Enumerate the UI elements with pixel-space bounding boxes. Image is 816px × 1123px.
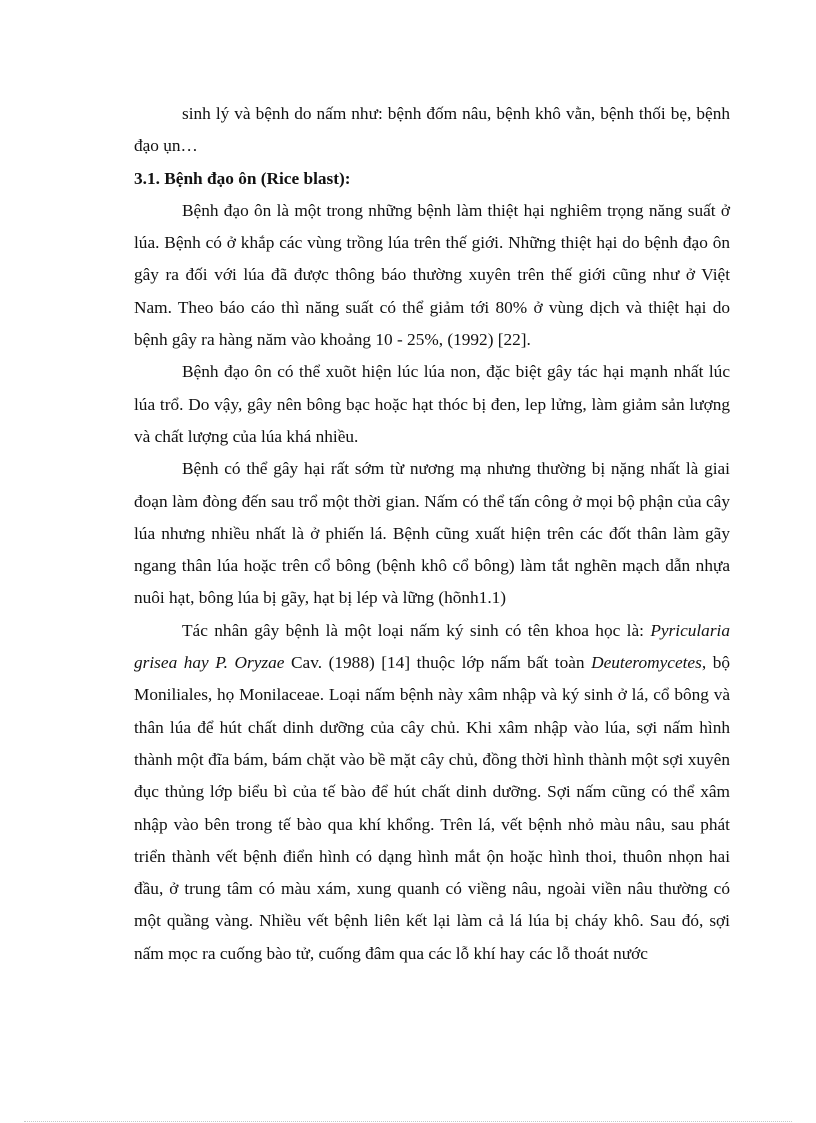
- paragraph-4: Bệnh có thể gây hại rất sớm từ nương mạ nhưng thường bị nặng nhất là giai đoạn làm đòng đến sau trổ một thời gian. Nấm có thể tấn công ở mọi bộ phận của cây lúa nhưng nhiều nhất là ở phiến lá. Bệnh cũng xuất hiện trên các đốt thân làm gãy ngang thân lúa hoặc trên cổ bông (bệnh khô cổ bông) làm tắt nghẽn mạch dẫn nhựa nuôi hạt, bông lúa bị gãy, hạt bị lép và lững (hõnh1.1): [134, 459, 730, 608]
- fungal-class-name: Deuteromycetes: [591, 653, 702, 673]
- page-bottom-divider: [24, 1121, 792, 1122]
- paragraph-5-rest: , bộ Moniliales, họ Monilaceae. Loại nấm bệnh này xâm nhập và ký sinh ở lá, cổ bông và thân lúa để hút chất dinh dưỡng của cây chủ. Khi xâm nhập vào lúa, sợi nấm hình thành một đĩa bám, bám chặt vào bề mặt cây chủ, đồng thời hình thành một sợi xuyên đục thủng lớp biểu bì của tế bào để hút chất dinh dưỡng. Sợi nấm cũng có thể xâm nhập vào bên trong tế bào qua khí khổng. Trên lá, vết bệnh nhỏ màu nâu, sau phát triển thành vết bệnh điển hình có dạng hình mắt ộn hoặc hình thoi, thuôn nhọn hai đầu, ở trung tâm có màu xám, xung quanh có viềng nâu, ngoài viền nâu thường có một quầng vàng. Nhiều vết bệnh liên kết lại làm cả lá lúa bị cháy khô. Sau đó, sợi nấm mọc ra cuống bào tử, cuống đâm qua các lỗ khí hay các lỗ thoát nước: [134, 653, 731, 963]
- paragraph-5: [134, 615, 730, 970]
- paragraph-3: Bệnh đạo ôn có thể xuõt hiện lúc lúa non, đặc biệt gây tác hại mạnh nhất lúc lúa trổ. Do vậy, gây nên bông bạc hoặc hạt thóc bị đen, lep lửng, làm giảm sản lượng và chất lượng của lúa khá nhiều.: [134, 362, 730, 446]
- section-heading: 3.1. Bệnh đạo ôn (Rice blast):: [134, 168, 351, 188]
- document-body: [134, 98, 730, 970]
- paragraph-5-lead: Tác nhân gây bệnh là một loại nấm ký sinh có tên khoa học là:: [182, 620, 651, 640]
- paragraph-5-after-sci: Cav. (1988) [14] thuộc lớp nấm bất toàn: [284, 653, 592, 673]
- paragraph-1: sinh lý và bệnh do nấm như: bệnh đốm nâu, bệnh khô vằn, bệnh thối bẹ, bệnh đạo ụn…: [134, 104, 730, 156]
- paragraph-2: Bệnh đạo ôn là một trong những bệnh làm thiệt hại nghiêm trọng năng suất ở lúa. Bệnh có ở khắp các vùng trồng lúa trên thế giới. Những thiệt hại do bệnh đạo ôn gây ra đối với lúa đã được thông báo thường xuyên trên thế giới cũng như ở Việt Nam. Theo báo cáo thì năng suất có thể giảm tới 80% ở vùng dịch và thiệt hại do bệnh gây ra hàng năm vào khoảng 10 - 25%, (1992) [22].: [134, 200, 730, 350]
- scientific-name: Pyricularia grisea hay P. Oryzae: [134, 620, 730, 673]
